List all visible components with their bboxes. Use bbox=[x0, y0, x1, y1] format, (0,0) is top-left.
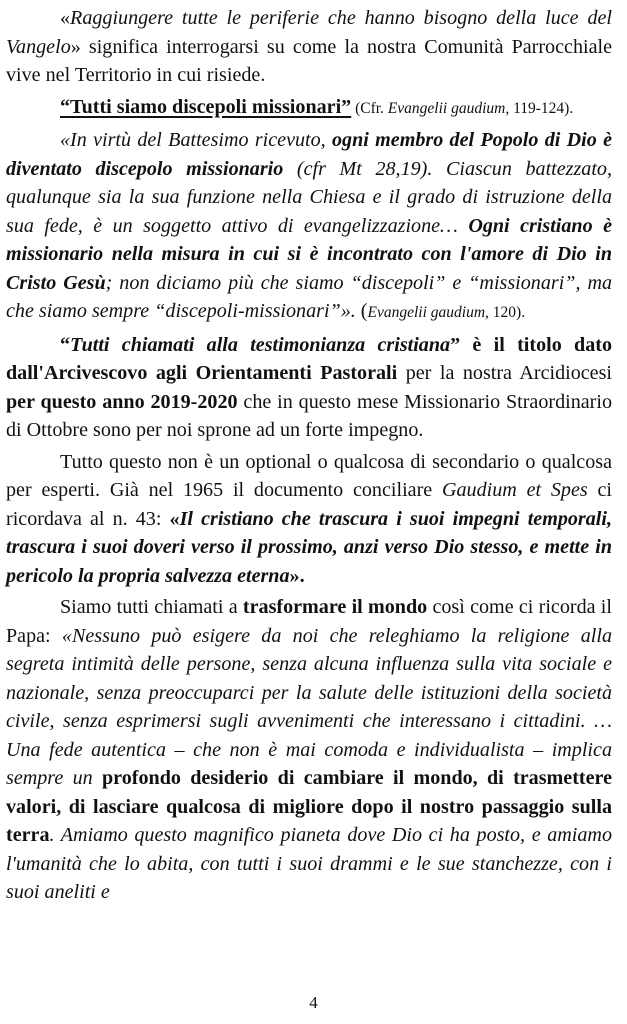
citation-title: Evangelii gaudium bbox=[367, 304, 486, 321]
text-run: Il cristiano che trascura i suoi impegni temporali, trascura i suoi doveri verso il prossimo, anzi verso Dio stesso, e mette in pericolo la propria salvezza eterna bbox=[6, 507, 612, 587]
text-run: Ogni cristiano è missionario nella misura in cui si è incontrato con l'amore di Dio in Cristo Gesù bbox=[6, 214, 612, 294]
text-run: Raggiungere tutte le periferie che hanno bisogno della luce del Vangelo bbox=[6, 7, 612, 58]
paragraph-battesimo bbox=[6, 126, 612, 328]
text-run: Tutto questo non è un optional o qualcosa di secondario o qualcosa per esperti. Già nel 1965 il documento conciliare bbox=[6, 450, 612, 501]
text-run: « bbox=[60, 7, 71, 29]
section-heading: “Tutti siamo discepoli missionari” bbox=[60, 95, 352, 118]
text-run: ” è il titolo dato dall'Arcivescovo agli Orientamenti Pastorali bbox=[6, 333, 612, 384]
text-run: Tutti chiamati alla testimonianza cristiana bbox=[70, 333, 451, 356]
text-run: ; non diciamo più che siamo “discepoli” e “missionari”, ma che siamo sempre “discepoli-missionari”». bbox=[6, 271, 613, 322]
text-run: profondo desiderio di cambiare il mondo, di trasmettere valori, di lasciare qualcosa di migliore dopo il nostro passaggio sulla terra bbox=[6, 767, 612, 846]
text-body bbox=[6, 4, 612, 907]
text-run: ». bbox=[289, 564, 305, 587]
paragraph-trasformare bbox=[6, 593, 612, 907]
text-run: per la nostra Arcidiocesi bbox=[397, 362, 612, 384]
text-run: Siamo tutti chiamati a bbox=[60, 596, 243, 618]
text-run: ogni membro del Popolo di Dio è diventato discepolo missionario bbox=[6, 129, 613, 180]
text-run: trasformare il mondo bbox=[242, 596, 428, 618]
paragraph-orientamenti bbox=[6, 331, 612, 445]
citation-title: Evangelii gaudium, bbox=[387, 99, 510, 117]
text-run: . Amiamo questo magnifico pianeta dove Dio ci ha posto, e amiamo l'umanità che lo abita, con tutti i suoi drammi e le sue stanchezze, con i suoi aneliti e bbox=[6, 824, 612, 903]
text-run: , 120). bbox=[485, 304, 526, 321]
text-run: « bbox=[169, 507, 180, 530]
text-run: 119-124). bbox=[509, 99, 574, 117]
text-run: (cfr Mt 28,19). Ciascun battezzato, qualunque sia la sua funzione nella Chiesa e il grado di istruzione della sua fede, è un soggetto attivo di evangelizzazione… bbox=[6, 157, 612, 237]
text-run: ci ricordava al n. 43: bbox=[6, 479, 612, 530]
text-run: così come ci ricorda il Papa: bbox=[6, 596, 612, 647]
text-run: per questo anno 2019-2020 bbox=[6, 390, 238, 413]
paragraph-periferie bbox=[6, 4, 612, 90]
text-run: (Cfr. bbox=[351, 99, 388, 117]
text-run: ( bbox=[360, 300, 368, 322]
citation-title: Gaudium et Spes bbox=[441, 479, 588, 501]
text-run: «In virtù del Battesimo ricevuto, bbox=[60, 129, 332, 151]
paragraph-discepoli-heading bbox=[6, 93, 612, 124]
text-run: che in questo mese Missionario Straordinario di Ottobre sono per noi sprone ad un forte impegno. bbox=[6, 390, 612, 441]
page-number: 4 bbox=[309, 993, 318, 1012]
text-run: «Nessuno può esigere da noi che releghiamo la religione alla segreta intimità delle persone, senza alcuna influenza sulla vita sociale e nazionale, senza preoccuparci per la salute delle istituzioni della società civile, senza esprimersi sugli avvenimenti che interessano i cittadini. …Una fede autentica – che non è mai comoda e individualista – implica sempre un bbox=[6, 624, 612, 789]
text-run: » significa interrogarsi su come la nostra Comunità Parrocchiale vive nel Territorio in cui risiede. bbox=[6, 35, 612, 86]
text-run: “ bbox=[60, 333, 71, 356]
paragraph-gaudium-et-spes bbox=[6, 448, 612, 591]
